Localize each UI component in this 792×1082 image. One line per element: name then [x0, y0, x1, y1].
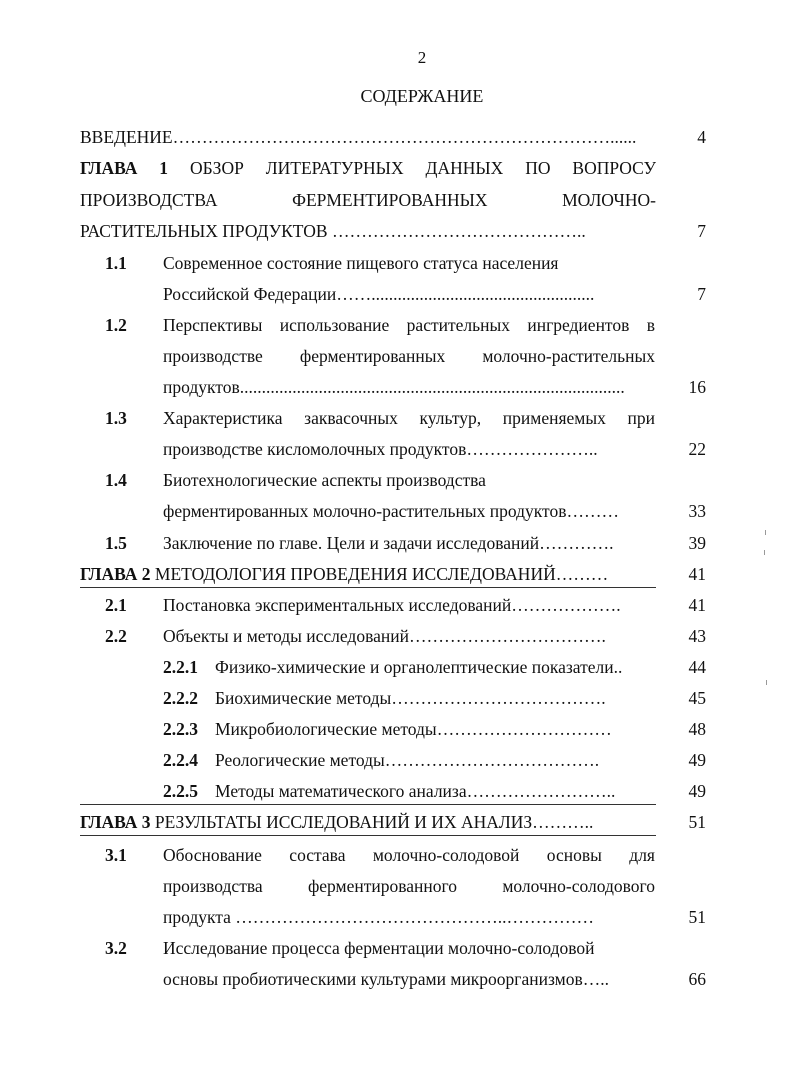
- chapter-3-page: 51: [688, 812, 706, 832]
- page-number: 2: [417, 48, 427, 67]
- chapter-2-page: 41: [688, 564, 706, 584]
- section-title-line: Заключение по главе. Цели и задачи исследований………….: [163, 533, 614, 553]
- subsection-number: 2.2.1: [163, 657, 198, 677]
- subsection-page: 45: [688, 688, 706, 708]
- section-page: 51: [688, 907, 706, 927]
- section-page: 39: [688, 533, 706, 553]
- section-title-line: Современное состояние пищевого статуса населения: [163, 253, 559, 273]
- section-title-line: производстве кисломолочных продуктов…………………..: [163, 439, 598, 459]
- subsection-page: 44: [688, 657, 706, 677]
- toc-title: СОДЕРЖАНИЕ: [360, 86, 484, 106]
- scan-speck: [766, 680, 767, 685]
- section-number: 2.1: [105, 595, 127, 615]
- section-number: 1.2: [105, 315, 127, 335]
- section-number: 1.5: [105, 533, 127, 553]
- section-number: 3.2: [105, 938, 127, 958]
- scan-speck: [764, 550, 765, 555]
- chapter-1-heading: [80, 158, 656, 179]
- section-page: 7: [697, 284, 706, 304]
- chapter-3-heading: [80, 812, 593, 833]
- section-page: 41: [688, 595, 706, 615]
- section-title-line: основы пробиотическими культурами микроорганизмов…..: [163, 969, 609, 989]
- divider: [80, 587, 656, 588]
- subsection-number: 2.2.3: [163, 719, 198, 739]
- chapter-1-title-line2: ПРОИЗВОДСТВА ФЕРМЕНТИРОВАННЫХ МОЛОЧНО-: [80, 190, 656, 210]
- section-title-line: Исследование процесса ферментации молочно-солодовой: [163, 938, 595, 958]
- section-title-line: Постановка экспериментальных исследований……………….: [163, 595, 621, 615]
- divider: [80, 835, 656, 836]
- subsection-title: Микробиологические методы…………………………: [215, 719, 612, 739]
- section-title-line: Российской Федерации……...................................................: [163, 284, 595, 304]
- toc-intro: ВВЕДЕНИЕ…………………………………………………………………......: [80, 127, 637, 147]
- subsection-title: Реологические методы……………………………….: [215, 750, 600, 770]
- chapter-1-label: ГЛАВА 1: [80, 158, 169, 178]
- chapter-2-title: МЕТОДОЛОГИЯ ПРОВЕДЕНИЯ ИССЛЕДОВАНИЙ………: [154, 564, 609, 584]
- section-title-line: Обоснование состава молочно-солодовой основы для: [163, 845, 655, 865]
- section-page: 16: [688, 377, 706, 397]
- scan-speck: [765, 530, 766, 535]
- section-page: 66: [688, 969, 706, 989]
- section-title-line: производстве ферментированных молочно-растительных: [163, 346, 655, 366]
- subsection-number: 2.2.2: [163, 688, 198, 708]
- subsection-page: 49: [688, 750, 706, 770]
- chapter-1-title-line3: РАСТИТЕЛЬНЫХ ПРОДУКТОВ ……………………………………..: [80, 221, 586, 241]
- section-title-line: производства ферментированного молочно-солодового: [163, 876, 655, 896]
- section-number: 1.3: [105, 408, 127, 428]
- section-page: 22: [688, 439, 706, 459]
- section-number: 2.2: [105, 626, 127, 646]
- section-number: 1.4: [105, 470, 127, 490]
- section-title-line: продуктов........................................................................................: [163, 377, 625, 397]
- subsection-page: 48: [688, 719, 706, 739]
- chapter-1-page: 7: [697, 221, 706, 241]
- subsection-number: 2.2.5: [163, 781, 198, 801]
- subsection-title: Методы математического анализа……………………..: [215, 781, 616, 801]
- section-title-line: Объекты и методы исследований…………………………….: [163, 626, 606, 646]
- section-title-line: Перспективы использование растительных ингредиентов в: [163, 315, 655, 335]
- section-page: 33: [688, 501, 706, 521]
- subsection-number: 2.2.4: [163, 750, 198, 770]
- section-number: 1.1: [105, 253, 127, 273]
- subsection-page: 49: [688, 781, 706, 801]
- divider: [80, 804, 656, 805]
- chapter-2-heading: [80, 564, 608, 585]
- chapter-1-title-line1: ОБЗОР ЛИТЕРАТУРНЫХ ДАННЫХ ПО ВОПРОСУ: [190, 158, 656, 178]
- section-title-line: Характеристика заквасочных культур, применяемых при: [163, 408, 655, 428]
- section-number: 3.1: [105, 845, 127, 865]
- chapter-2-label: ГЛАВА 2: [80, 564, 151, 584]
- toc-intro-page: 4: [697, 127, 706, 147]
- section-title-line: продукта ………………………………………..……………: [163, 907, 595, 927]
- chapter-3-title: РЕЗУЛЬТАТЫ ИССЛЕДОВАНИЙ И ИХ АНАЛИЗ………..: [154, 812, 594, 832]
- subsection-title: Биохимические методы……………………………….: [215, 688, 606, 708]
- section-title-line: ферментированных молочно-растительных продуктов………: [163, 501, 619, 521]
- chapter-3-label: ГЛАВА 3: [80, 812, 151, 832]
- section-title-line: Биотехнологические аспекты производства: [163, 470, 486, 490]
- section-page: 43: [688, 626, 706, 646]
- subsection-title: Физико-химические и органолептические показатели..: [215, 657, 623, 677]
